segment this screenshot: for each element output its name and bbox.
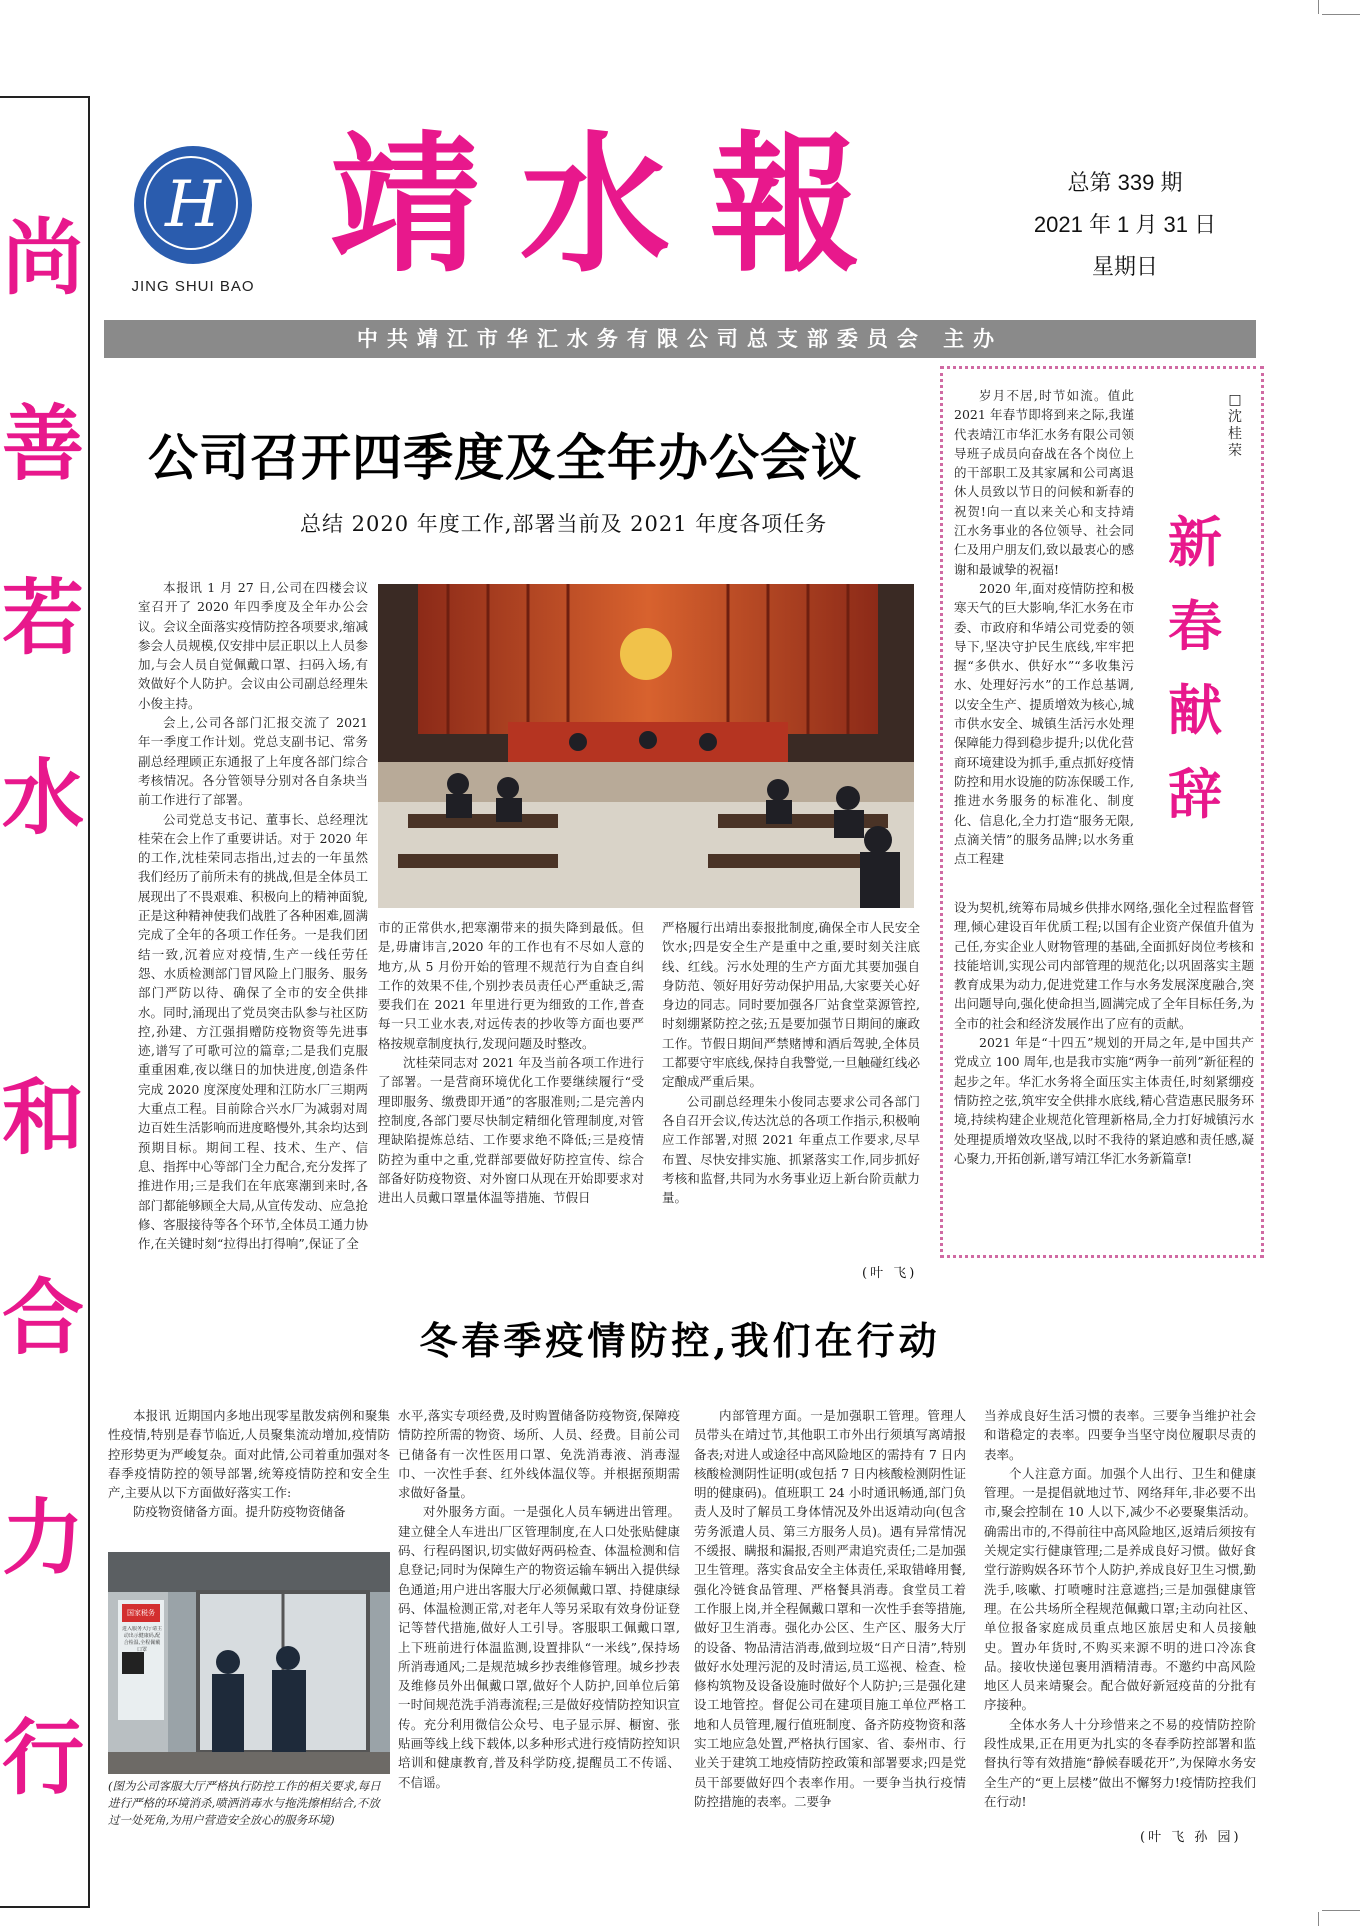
issue-weekday: 星期日 bbox=[1091, 254, 1158, 279]
paragraph: 岁月不居,时节如流。值此 2021 年春节即将到来之际,我谨代表靖江市华汇水务有限公司领导班子成员向奋战在各个岗位上的干部职工及其家属和公司离退休人员致以节日的问候和新春的祝贺!向一直以来关心和支持靖江水务事业的各位领导、社会同仁及用户朋友们,致以最衷心的感谢和最诚挚的祝福! bbox=[954, 388, 1134, 577]
paper-name: 靖水報 bbox=[330, 117, 901, 293]
slogan-char: 水 bbox=[1, 751, 84, 846]
slogan-char: 和 bbox=[1, 1071, 84, 1166]
logo-text: JING SHUI BAO bbox=[131, 278, 255, 295]
title-char: 献 bbox=[1168, 678, 1222, 742]
logo-icon: H bbox=[134, 146, 252, 264]
new-year-narrow-text bbox=[954, 386, 1134, 898]
issue-date: 2021 年 1 月 31 日 bbox=[1033, 212, 1217, 237]
paragraph: 个人注意方面。加强个人出行、卫生和健康管理。一是提倡就地过节、网络拜年,非必要不出市,聚会控制在 10 人以下,减少不必要聚集活动。确需出市的,不得前往中高风险地区,返靖后须按有关规定实行健康管理;二是养成良好习惯。做好食堂行游购娱各环节个人防护,养成良好卫生习惯,勤洗手,咳嗽、打喷嚏时注意遮挡;三是加强健康管理。在公共场所全程规范佩戴口罩;主动向社区、单位报备家庭成员重点地区旅居史和人员接触史。置办年货时,不购买来源不明的进口冷冻食品。接收快递包裹用酒精清毒。不邀约中高风险地区人员来靖聚会。配合做好新冠疫苗的分批有序接种。 bbox=[984, 1465, 1256, 1713]
photo-notice: 进入服务大厅请主动出示健康码,配合检温,全程佩戴口罩 bbox=[122, 1626, 162, 1652]
article1-signature: (叶 飞) bbox=[862, 1266, 918, 1281]
paragraph: 设为契机,统筹布局城乡供排水网络,强化全过程监督管理,倾心建设百年优质工程;以国有企业资产保值升值为己任,夯实企业人财物管理的基础,全面抓好岗位考核和技能培训,实现公司内部管理的规范化;以巩固落实主题教育成果为动力,促进党建工作与水务发展深度融合,突出问题导向,强化使命担当,圆满完成了全年目标任务,为全市的社会和经济发展作出了应有的贡献。 bbox=[954, 900, 1254, 1031]
paragraph: 本报讯 近期国内多地出现零星散发病例和聚集性疫情,特别是春节临近,人员聚集流动增加,疫情防控形势更为严峻复杂。面对此情,公司着重加强对冬春季疫情防控的领导部署,统筹疫情防控和安全生产,主要从以下方面做好落实工作: bbox=[108, 1408, 390, 1501]
title-char: 辞 bbox=[1168, 762, 1222, 826]
host-text: 中共靖江市华汇水务有限公司总支部委员会 主办 bbox=[356, 327, 1004, 351]
paragraph: 沈桂荣同志对 2021 年及当前各项工作进行了部署。一是营商环境优化工作要继续履行“受理即服务、缴费即开通”的客服准则;二是完善内控制度,各部门要尽快制定精细化管理制度,对管理缺陷提炼总结、工作要求绝不降低;三是疫情防控为重中之重,党群部要做好防控宣传、综合部备好防疫物资、对外窗口从现在开始即要求对进出人员戴口罩量体温等措施、节假日 bbox=[378, 1055, 644, 1206]
paragraph: 严格履行出靖出泰报批制度,确保全市人民安全饮水;四是安全生产是重中之重,要时刻关注底线、红线。污水处理的生产方面尤其要加强自身防范、领好用好劳动保护用品,大家要关心好身边的同志。同时要加强各厂站食堂菜源管控,时刻绷紧防控之弦;五是要加强节日期间的廉政工作。节假日期间严禁赌博和酒后驾驶,全体员工都要守牢底线,保持自我警觉,一旦触碰红线必定酿成严重后果。 bbox=[662, 920, 920, 1090]
article1-subtitle: 总结 2020 年度工作,部署当前及 2021 年度各项任务 bbox=[300, 512, 828, 536]
slogan-char: 合 bbox=[1, 1271, 84, 1366]
article1-title: 公司召开四季度及全年办公会议 bbox=[148, 429, 862, 487]
title-char: 新 bbox=[1168, 510, 1222, 574]
new-year-author: □沈桂荣 bbox=[1228, 392, 1242, 459]
article2-column-3 bbox=[694, 1406, 966, 1846]
paragraph: 2021 年是“十四五”规划的开局之年,是中国共产党成立 100 周年,也是我市实施“两争一前列”新征程的起步之年。华汇水务将全面压实主体责任,时刻紧绷疫情防控之弦,筑牢安全供排水底线,精心营造惠民服务环境,持续构建企业规范化管理新格局,全力打好城镇污水处理提质增效攻坚战,以时不我待的紧迫感和责任感,凝心聚力,开拓创新,谱写靖江华汇水务新篇章! bbox=[954, 1035, 1254, 1166]
article1-column-3 bbox=[662, 918, 920, 1248]
slogan-char: 行 bbox=[1, 1711, 84, 1806]
host-bar bbox=[104, 320, 1256, 358]
paragraph: 公司党总支书记、董事长、总经理沈桂荣在会上作了重要讲话。对于 2020 年的工作,沈桂荣同志指出,过去的一年虽然我们经历了前所未有的挑战,但是全体员工展现出了不畏艰难、积极向上的精神面貌,正是这种精神使我们战胜了各种困难,圆满完成了全年的各项工作任务。一是我们团结一致,沉着应对疫情,生产一线任劳任怨、水质检测部门冒风险上门服务、服务部门严防以待、确保了全市的安全供排水。同时,涌现出了党员突击队参与社区防控,孙建、方江强捐赠防疫物资等先进事迹,谱写了可歌可泣的篇章;二是我们克服重重困难,夜以继日的加快进度,创造条件完成 2020 度深度处理和江防水厂三期两大重点工程。目前除合兴水厂为减弱对周边百姓生活影响而进度略慢外,其余均达到预期目标。期间工程、技术、生产、信息、指挥中心等部门全力配合,充分发挥了推进作用;三是我们在年底寒潮到来时,各部门都能够顾全大局,从宣传发动、应急抢修、客服接待等各个环节,全体员工通力协作,在关键时刻“拉得出打得响”,保证了全 bbox=[138, 811, 368, 1252]
left-slogan-box bbox=[0, 96, 90, 1908]
article2-column-1 bbox=[108, 1406, 390, 1548]
paragraph: 会上,公司各部门汇报交流了 2021 年一季度工作计划。党总支副书记、常务副总经理顾正东通报了上年度各部门综合考核情况。各分管领导分别对各自条块当前工作进行了部署。 bbox=[138, 715, 368, 808]
photo-caption: (图为公司客服大厅严格执行防控工作的相关要求,每日进行严格的环境消杀,喷洒消毒水与拖洗擦相结合,不放过一处死角,为用户营造安全放心的服务环境) bbox=[108, 1779, 381, 1827]
paragraph: 2020 年,面对疫情防控和极寒天气的巨大影响,华汇水务在市委、市政府和华靖公司党委的领导下,坚决守护民生底线,牢牢把握“多供水、供好水”“多收集污水、处理好污水”的工作总基调,以安全生产、提质增效为核心,城市供水安全、城镇生活污水处理保障能力得到稳步提升;以优化营商环境建设为抓手,重点抓好疫情防控和用水设施的防冻保暖工作,推进水务服务的标准化、制度化、信息化,全力打造“服务无限,点滴关情”的服务品牌;以水务重点工程建 bbox=[954, 580, 1134, 867]
slogan-char: 善 bbox=[1, 397, 84, 492]
slogan-char: 若 bbox=[1, 571, 84, 666]
title-char: 春 bbox=[1168, 594, 1222, 658]
article2-title: 冬春季疫情防控,我们在行动 bbox=[419, 1318, 941, 1363]
paragraph: 公司副总经理朱小俊同志要求公司各部门各自召开会议,传达沈总的各项工作指示,积极响应工作部署,对照 2021 年重点工作要求,尽早布置、尽快安排实施、抓紧落实工作,同步抓好考核和监督,共同为水务事业迈上新台阶贡献力量。 bbox=[662, 1093, 920, 1206]
paragraph: 内部管理方面。一是加强职工管理。管理人员带头在靖过节,其他职工市外出行须填写离靖报备表;对进人或途径中高风险地区的需持有 7 日内核酸检测阴性证明(或包括 7 日内核酸检测阴性证明的健康码)。值班职工 24 小时通讯畅通,部门负责人及时了解员工身体情况及外出返靖动向(包含劳务派遣人员、第三方服务人员)。遇有异常情况不缓报、瞒报和漏报,否则严肃追究责任;二是加强卫生管理。落实食品安全主体责任,采取错峰用餐,强化冷链食品管理、严格餐具消毒。食堂员工着工作服上岗,并全程佩戴口罩和一次性手套等措施,做好卫生消毒。强化办公区、生产区、服务大厅的设备、物品清洁消毒,做到垃圾“日产日清”,特别做好水处理污泥的及时清运,员工巡视、检查、检修构筑物及设备设施时做好个人防护;三是强化建设工地管控。督促公司在建项目施工单位严格工地和人员管理,履行值班制度、备齐防疫物资和落实工地应急处置,严格执行国家、省、泰州市、行业关于建筑工地疫情防控政策和部署要求;四是党员干部要做好四个表率作用。一要争当执行疫情防控措施的表率。二要争 bbox=[694, 1408, 966, 1809]
article1-column-2 bbox=[378, 918, 644, 1254]
article2-column-4 bbox=[984, 1406, 1256, 1826]
slogan-char: 力 bbox=[1, 1491, 84, 1586]
article2-column-2 bbox=[398, 1406, 680, 1846]
paragraph: 防疫物资储备方面。提升防疫物资储备 bbox=[133, 1504, 346, 1520]
paragraph: 市的正常供水,把寒潮带来的损失降到最低。但是,毋庸讳言,2020 年的工作也有不尽如人意的地方,从 5 月份开始的管理不规范行为自查自纠工作的效果不佳,个别抄表员责任心严重缺乏,需要我们在 2021 年里进行更为细致的工作,普查每一只工业水表,对远传表的抄收等方面也要严格按规章制度执行,发现问题及时整改。 bbox=[378, 920, 644, 1051]
new-year-title bbox=[1150, 500, 1240, 836]
issue-number: 总第 339 期 bbox=[1067, 170, 1183, 195]
paragraph: 对外服务方面。一是强化人员车辆进出管理。建立健全人车进出厂区管理制度,在人口处张贴健康码、行程码图识,切实做好两码检查、体温检测和信息登记;同时为保障生产的物资运输车辆出入提供绿色通道;用户进出客服大厅必须佩戴口罩、持健康绿码、体温检测正常,对老年人等另采取有效身份证登记等替代措施,做好人工引导。客服职工佩戴口罩,上下班前进行体温监测,设置排队“一米线”,保持场所消毒通风;二是规范城乡抄表维修管理。城乡抄表及维修员外出佩戴口罩,做好个人防护,回单位后第一时间规范洗手消毒流程;三是做好疫情防控知识宣传。充分利用微信公众号、电子显示屏、橱窗、张贴画等线上线下载体,以多种形式进行疫情防控知识培训和健康教育,普及科学防疫,提醒员工不传谣、不信谣。 bbox=[398, 1504, 680, 1790]
meeting-photo bbox=[378, 584, 914, 908]
new-year-wide-text bbox=[954, 898, 1254, 1250]
photo-sign: 国家税务 bbox=[127, 1609, 155, 1617]
paragraph: 全体水务人十分珍惜来之不易的疫情防控阶段性成果,正在用更为扎实的冬春季防控部署和监督执行等有效措施“静候春暖花开”,为保障水务安全生产的“更上层楼”做出不懈努力!疫情防控我们在行动! bbox=[984, 1716, 1256, 1809]
slogan-char: 尚 bbox=[1, 211, 84, 306]
article2-signature: (叶 飞 孙 园) bbox=[1140, 1830, 1242, 1845]
article1-column-1 bbox=[138, 578, 368, 1254]
paragraph: 当养成良好生活习惯的表率。三要争当维护社会和谐稳定的表率。四要争当坚守岗位履职尽责的表率。 bbox=[984, 1408, 1256, 1462]
paragraph: 本报讯 1 月 27 日,公司在四楼会议室召开了 2020 年四季度及全年办公会议。会议全面落实疫情防控各项要求,缩减参会人员规模,仅安排中层正职以上人员参加,与会人员自觉佩戴口罩、扫码入场,有效做好个人防护。会议由公司副总经理朱小俊主持。 bbox=[138, 580, 368, 711]
service-hall-photo bbox=[108, 1552, 390, 1774]
paragraph: 水平,落实专项经费,及时购置储备防疫物资,保障疫情防控所需的物资、场所、人员、经费。目前公司已储备有一次性医用口罩、免洗消毒液、消毒湿巾、一次性手套、红外线体温仪等。并根据预期需求做好备量。 bbox=[398, 1408, 680, 1501]
